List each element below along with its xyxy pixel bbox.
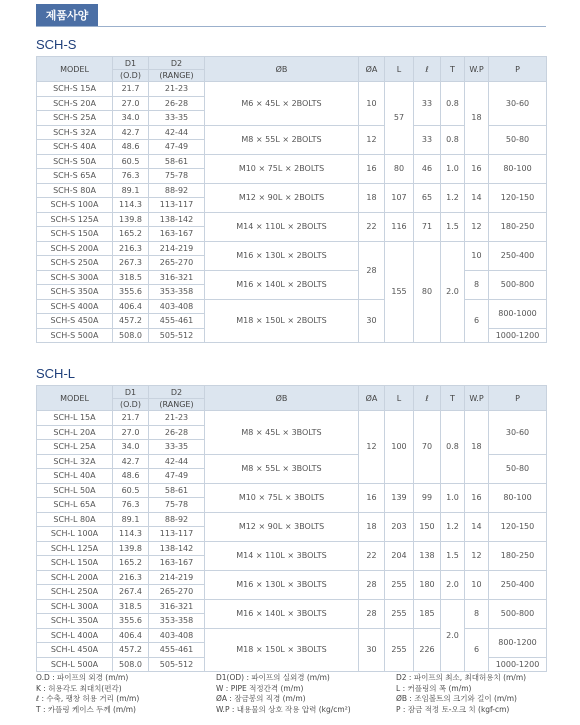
cell-l: 139 [385,483,414,512]
legend-item: W : PIPE 적정간격 (m/m) [216,683,304,693]
cell-model: SCH-L 25A [37,440,113,455]
cell-ob: M10 × 75L × 3BOLTS [205,483,359,512]
cell-wp: 8 [465,599,489,628]
tab-divider [36,26,546,27]
cell-model: SCH-L 65A [37,498,113,513]
cell-p: 120-150 [489,512,547,541]
cell-model: SCH-S 15A [37,82,113,97]
legend-item: D2 : 파이프의 최소, 최대허용치 (m/m) [396,673,527,682]
cell-ell: 138 [414,541,441,570]
section-tab: 제품사양 [36,4,98,26]
cell-model: SCH-L 40A [37,469,113,484]
legend-item: ØA : 잠금봉의 직경 (m/m) [216,694,306,703]
cell-model: SCH-S 250A [37,256,113,271]
cell-wp: 14 [465,183,489,212]
cell-model: SCH-L 350A [37,614,113,629]
cell-ell: 185 [414,599,441,628]
cell-d1: 76.3 [113,169,149,184]
cell-p: 1000-1200 [489,328,547,343]
cell-model: SCH-L 32A [37,454,113,469]
cell-model: SCH-L 200A [37,570,113,585]
cell-d2: 75-78 [149,498,205,513]
cell-wp: 8 [465,270,489,299]
cell-oa: 12 [359,411,385,484]
cell-d2: 21-23 [149,411,205,426]
cell-ob: M14 × 110L × 2BOLTS [205,212,359,241]
cell-ob: M18 × 150L × 3BOLTS [205,628,359,672]
cell-d1: 21.7 [113,82,149,97]
header-wp: W.P [465,386,489,411]
cell-model: SCH-L 50A [37,483,113,498]
header-t: T [441,57,465,82]
legend-item: P : 잠금 적정 토-오크 치 (kgf-cm) [396,704,510,714]
cell-d1: 27.0 [113,96,149,111]
legend-item: ØB : 조임볼트의 크기와 길이 (m/m) [396,694,517,703]
cell-p: 50-80 [489,454,547,483]
header-ell: ℓ [414,57,441,82]
cell-t: 1.0 [441,483,465,512]
cell-d1: 27.0 [113,425,149,440]
header-d2-sub: (RANGE) [149,70,205,82]
cell-d1: 216.3 [113,241,149,256]
cell-d1: 89.1 [113,512,149,527]
cell-ob: M6 × 45L × 2BOLTS [205,82,359,126]
header-d1: D1 [113,386,149,399]
cell-t: 1.2 [441,183,465,212]
header-p: P [489,386,547,411]
cell-t: 0.8 [441,82,465,126]
cell-d2: 33-35 [149,111,205,126]
header-model: MODEL [37,386,113,411]
cell-t: 1.2 [441,512,465,541]
cell-ob: M8 × 55L × 2BOLTS [205,125,359,154]
cell-d1: 34.0 [113,440,149,455]
cell-d1: 457.2 [113,643,149,658]
header-d1-sub: (O.D) [113,399,149,411]
header-oa: ØA [359,386,385,411]
cell-d1: 60.5 [113,483,149,498]
legend-item: W.P : 내용물의 상호 작용 압력 (kg/cm²) [216,704,351,714]
cell-wp: 14 [465,512,489,541]
cell-d1: 139.8 [113,541,149,556]
cell-ob: M16 × 140L × 3BOLTS [205,599,359,628]
cell-model: SCH-L 150A [37,556,113,571]
cell-ob: M16 × 130L × 3BOLTS [205,570,359,599]
header-d2: D2 [149,57,205,70]
legend-item: K : 허용각도 최대치(편각) [36,683,122,693]
cell-wp: 10 [465,570,489,599]
cell-ell: 65 [414,183,441,212]
cell-wp: 18 [465,411,489,484]
cell-t: 0.8 [441,125,465,154]
cell-d2: 21-23 [149,82,205,97]
cell-d1: 139.8 [113,212,149,227]
cell-p: 180-250 [489,212,547,241]
cell-model: SCH-S 400A [37,299,113,314]
cell-d2: 42-44 [149,454,205,469]
cell-model: SCH-L 100A [37,527,113,542]
cell-model: SCH-S 50A [37,154,113,169]
cell-d1: 508.0 [113,657,149,672]
cell-oa: 28 [359,241,385,299]
cell-d2: 353-358 [149,285,205,300]
sch-s-table [36,56,547,343]
sch-l-title: SCH-L [36,366,76,381]
cell-model: SCH-S 300A [37,270,113,285]
cell-model: SCH-L 400A [37,628,113,643]
legend [36,673,556,715]
cell-l: 204 [385,541,414,570]
cell-ell: 150 [414,512,441,541]
cell-wp: 16 [465,154,489,183]
cell-d1: 355.6 [113,614,149,629]
cell-p: 50-80 [489,125,547,154]
cell-d2: 138-142 [149,212,205,227]
cell-d2: 138-142 [149,541,205,556]
cell-t: 1.5 [441,541,465,570]
cell-model: SCH-S 450A [37,314,113,329]
cell-l: 255 [385,570,414,599]
cell-model: SCH-S 80A [37,183,113,198]
legend-row [36,705,556,716]
cell-oa: 30 [359,299,385,343]
cell-ob: M18 × 150L × 2BOLTS [205,299,359,343]
cell-d2: 33-35 [149,440,205,455]
cell-d1: 114.3 [113,527,149,542]
cell-ell: 180 [414,570,441,599]
cell-model: SCH-L 250A [37,585,113,600]
cell-t: 0.8 [441,411,465,484]
cell-oa: 16 [359,154,385,183]
cell-d1: 21.7 [113,411,149,426]
legend-item: T : 카플링 케이스 두께 (m/m) [36,704,136,714]
cell-model: SCH-S 100A [37,198,113,213]
cell-d2: 505-512 [149,657,205,672]
cell-wp: 10 [465,241,489,270]
cell-d1: 508.0 [113,328,149,343]
cell-oa: 28 [359,599,385,628]
cell-wp: 16 [465,483,489,512]
cell-model: SCH-L 125A [37,541,113,556]
cell-p: 180-250 [489,541,547,570]
cell-model: SCH-S 125A [37,212,113,227]
cell-ob: M16 × 130L × 2BOLTS [205,241,359,270]
cell-l: 255 [385,628,414,672]
cell-d2: 58-61 [149,483,205,498]
cell-d1: 165.2 [113,556,149,571]
cell-ob: M8 × 55L × 3BOLTS [205,454,359,483]
header-ob: ØB [205,386,359,411]
cell-d2: 113-117 [149,527,205,542]
cell-model: SCH-S 40A [37,140,113,155]
cell-p: 30-60 [489,82,547,126]
cell-d2: 265-270 [149,585,205,600]
cell-d2: 42-44 [149,125,205,140]
cell-d2: 403-408 [149,628,205,643]
cell-d1: 60.5 [113,154,149,169]
header-d2-sub: (RANGE) [149,399,205,411]
cell-d1: 216.3 [113,570,149,585]
header-p: P [489,57,547,82]
cell-l: 155 [385,241,414,343]
cell-ob: M12 × 90L × 2BOLTS [205,183,359,212]
cell-d1: 267.3 [113,256,149,271]
legend-row [36,684,556,695]
legend-item: O.D : 파이프의 외경 (m/m) [36,673,129,682]
cell-d2: 58-61 [149,154,205,169]
cell-t: 2.0 [441,241,465,343]
cell-p: 800-1200 [489,628,547,657]
cell-d1: 42.7 [113,125,149,140]
cell-ell: 33 [414,125,441,154]
cell-p: 1000-1200 [489,657,547,672]
cell-d2: 26-28 [149,425,205,440]
cell-ob: M10 × 75L × 2BOLTS [205,154,359,183]
cell-p: 500-800 [489,270,547,299]
cell-model: SCH-S 20A [37,96,113,111]
cell-ob: M16 × 140L × 2BOLTS [205,270,359,299]
cell-d1: 355.6 [113,285,149,300]
cell-model: SCH-L 500A [37,657,113,672]
cell-t: 1.5 [441,212,465,241]
cell-p: 500-800 [489,599,547,628]
cell-model: SCH-S 200A [37,241,113,256]
cell-model: SCH-S 32A [37,125,113,140]
header-ob: ØB [205,57,359,82]
cell-d2: 113-117 [149,198,205,213]
cell-oa: 16 [359,483,385,512]
header-model: MODEL [37,57,113,82]
cell-oa: 22 [359,212,385,241]
header-l: L [385,57,414,82]
cell-d1: 89.1 [113,183,149,198]
cell-ell: 80 [414,241,441,343]
cell-d1: 406.4 [113,628,149,643]
cell-model: SCH-S 25A [37,111,113,126]
cell-d1: 165.2 [113,227,149,242]
cell-d2: 505-512 [149,328,205,343]
header-wp: W.P [465,57,489,82]
cell-d2: 455-461 [149,314,205,329]
cell-l: 255 [385,599,414,628]
cell-ob: M8 × 45L × 3BOLTS [205,411,359,455]
cell-d2: 214-219 [149,570,205,585]
header-t: T [441,386,465,411]
cell-d2: 163-167 [149,227,205,242]
legend-item: ℓ : 수축, 팽창 허용 거리 (m/m) [36,694,140,703]
cell-model: SCH-L 15A [37,411,113,426]
cell-d1: 114.3 [113,198,149,213]
cell-oa: 30 [359,628,385,672]
cell-l: 100 [385,411,414,484]
cell-t: 2.0 [441,570,465,599]
header-l: L [385,386,414,411]
cell-model: SCH-L 300A [37,599,113,614]
cell-d2: 316-321 [149,599,205,614]
cell-l: 57 [385,82,414,155]
cell-l: 80 [385,154,414,183]
cell-d1: 267.4 [113,585,149,600]
cell-d2: 163-167 [149,556,205,571]
cell-p: 250-400 [489,570,547,599]
legend-item: L : 커플링의 폭 (m/m) [396,683,472,693]
cell-d2: 47-49 [149,469,205,484]
cell-model: SCH-L 450A [37,643,113,658]
header-d2: D2 [149,386,205,399]
cell-p: 30-60 [489,411,547,455]
cell-l: 203 [385,512,414,541]
cell-d1: 34.0 [113,111,149,126]
cell-wp: 12 [465,212,489,241]
cell-ob: M12 × 90L × 3BOLTS [205,512,359,541]
legend-row [36,694,556,705]
cell-l: 116 [385,212,414,241]
cell-d2: 88-92 [149,512,205,527]
sch-s-title: SCH-S [36,37,77,52]
cell-p: 80-100 [489,154,547,183]
cell-ell: 226 [414,628,441,672]
cell-d2: 214-219 [149,241,205,256]
cell-ell: 99 [414,483,441,512]
cell-d2: 455-461 [149,643,205,658]
cell-d2: 316-321 [149,270,205,285]
cell-model: SCH-S 150A [37,227,113,242]
cell-wp: 12 [465,541,489,570]
cell-d1: 318.5 [113,270,149,285]
header-d1-sub: (O.D) [113,70,149,82]
cell-ell: 46 [414,154,441,183]
cell-wp: 18 [465,82,489,155]
cell-d1: 48.6 [113,469,149,484]
cell-oa: 18 [359,512,385,541]
cell-model: SCH-S 500A [37,328,113,343]
cell-d2: 403-408 [149,299,205,314]
header-d1: D1 [113,57,149,70]
cell-oa: 18 [359,183,385,212]
cell-d2: 88-92 [149,183,205,198]
cell-d1: 48.6 [113,140,149,155]
header-ell: ℓ [414,386,441,411]
legend-item: D1(OD) : 파이프의 실외경 (m/m) [216,673,330,682]
cell-d2: 353-358 [149,614,205,629]
cell-p: 800-1000 [489,299,547,328]
cell-d2: 265-270 [149,256,205,271]
cell-d2: 75-78 [149,169,205,184]
cell-oa: 10 [359,82,385,126]
cell-oa: 28 [359,570,385,599]
cell-model: SCH-L 80A [37,512,113,527]
cell-d1: 318.5 [113,599,149,614]
legend-row [36,673,556,684]
cell-p: 80-100 [489,483,547,512]
cell-p: 250-400 [489,241,547,270]
cell-model: SCH-L 20A [37,425,113,440]
cell-oa: 12 [359,125,385,154]
cell-ob: M14 × 110L × 3BOLTS [205,541,359,570]
header-oa: ØA [359,57,385,82]
cell-wp: 6 [465,299,489,343]
cell-d1: 76.3 [113,498,149,513]
cell-t: 1.0 [441,154,465,183]
cell-t: 2.0 [441,599,465,672]
cell-ell: 33 [414,82,441,126]
cell-model: SCH-S 65A [37,169,113,184]
cell-ell: 70 [414,411,441,484]
cell-d1: 42.7 [113,454,149,469]
sch-l-table [36,385,547,672]
cell-d1: 406.4 [113,299,149,314]
cell-d1: 457.2 [113,314,149,329]
cell-d2: 26-28 [149,96,205,111]
cell-oa: 22 [359,541,385,570]
cell-d2: 47-49 [149,140,205,155]
cell-wp: 6 [465,628,489,672]
cell-p: 120-150 [489,183,547,212]
cell-model: SCH-S 350A [37,285,113,300]
cell-ell: 71 [414,212,441,241]
cell-l: 107 [385,183,414,212]
